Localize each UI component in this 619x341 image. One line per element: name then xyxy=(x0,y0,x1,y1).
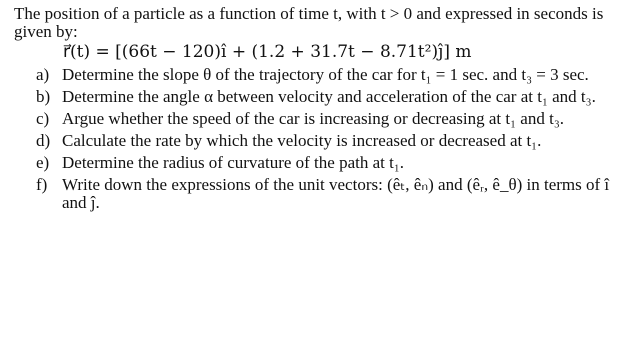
question-f xyxy=(36,176,616,212)
question-text: Argue whether the speed of the car is increasing or decreasing at t₁ and t₃. xyxy=(62,109,564,128)
question-marker: b) xyxy=(36,87,51,106)
question-marker: a) xyxy=(36,65,50,84)
question-text: Write down the expressions of the unit vectors: (êₜ, êₙ) and (êᵣ, ê_θ) in terms of î and ĵ. xyxy=(62,175,610,212)
question-a xyxy=(36,66,616,84)
question-marker: f) xyxy=(36,175,48,194)
question-text: Determine the slope θ of the trajectory of the car for t₁ = 1 sec. and t₃ = 3 sec. xyxy=(62,65,589,84)
question-marker: d) xyxy=(36,131,51,150)
question-text: Determine the angle α between velocity and acceleration of the car at t₁ and t₃. xyxy=(62,87,596,106)
question-marker: c) xyxy=(36,109,50,128)
problem-intro: The position of a particle as a function of time t, with t > 0 and expressed in seconds is given by: xyxy=(14,4,604,41)
question-marker: e) xyxy=(36,153,50,172)
question-d xyxy=(36,132,616,150)
question-b xyxy=(36,88,616,106)
question-text: Determine the radius of curvature of the path at t₁. xyxy=(62,153,405,172)
question-text: Calculate the rate by which the velocity is increased or decreased at t₁. xyxy=(62,131,542,150)
question-e xyxy=(36,154,616,172)
question-list xyxy=(36,66,616,216)
position-equation: r⃗(t) = [(66t − 120)î + (1.2 + 31.7t − 8.71t²)ĵ] m xyxy=(63,42,472,62)
question-c xyxy=(36,110,616,128)
